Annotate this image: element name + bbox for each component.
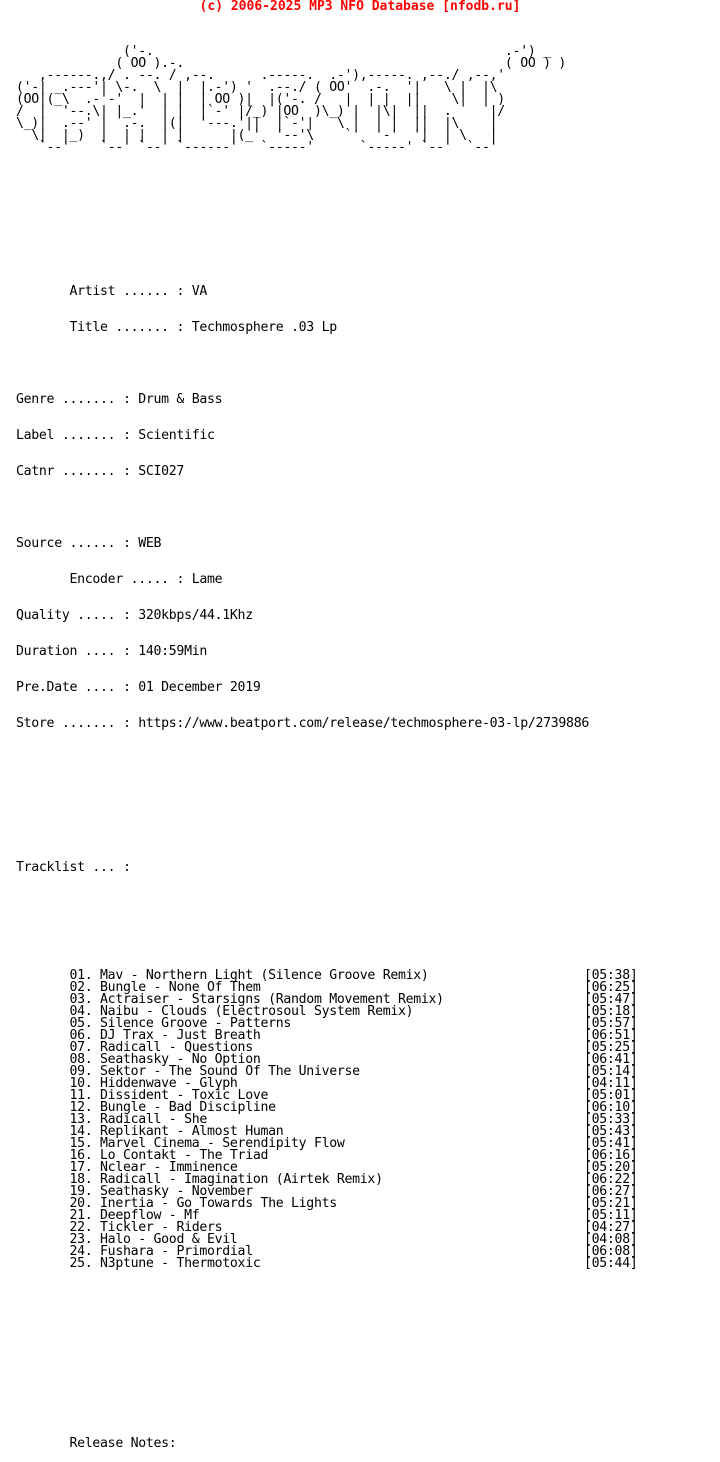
track-title: 23. Halo - Good & Evil: [69, 1232, 238, 1247]
track-duration: [05:21]: [584, 1196, 638, 1211]
catnr-value: SCI027: [138, 464, 185, 479]
label-value: Scientific: [138, 428, 215, 443]
genre-value: Drum & Bass: [138, 392, 223, 407]
track-duration: [06:08]: [584, 1244, 638, 1259]
track-title: 06. DJ Trax - Just Breath: [69, 1028, 261, 1043]
track-duration: [06:10]: [584, 1100, 638, 1115]
title-line: Title ....... : Techmosphere .03 Lp: [69, 320, 337, 335]
track-title: 21. Deepflow - Mf: [69, 1208, 200, 1223]
ascii-art-row: ( OO ).-. ( OO ) ): [16, 56, 567, 71]
ascii-art-row: ,------.,/ . --. / ,--. .-----. .-'),-----. ,--./ ,--,': [16, 68, 505, 83]
title-value: Techmosphere .03 Lp: [191, 320, 337, 335]
predate-value: 01 December 2019: [138, 680, 261, 695]
track-duration: [05:25]: [584, 1040, 638, 1055]
duration-value: 140:59Min: [138, 644, 207, 659]
track-duration: [05:20]: [584, 1160, 638, 1175]
ascii-art-row: ('-| _.---'| \-. \ | |.-') ' .--./ ( OO' .-. '| \ | |\: [16, 80, 498, 95]
track-duration: [04:08]: [584, 1232, 638, 1247]
duration-line: Duration .... : 140:59Min: [16, 644, 207, 659]
track-duration: [05:18]: [584, 1004, 638, 1019]
track-duration: [04:27]: [584, 1220, 638, 1235]
label-line: Label ....... : Scientific: [16, 428, 215, 443]
encoder-value: Lame: [191, 572, 223, 587]
track-duration: [05:01]: [584, 1088, 638, 1103]
nfodb-header-link[interactable]: (c) 2006-2025 MP3 NFO Database [nfodb.ru]: [199, 0, 521, 14]
catnr-line: Catnr ....... : SCI027: [16, 464, 185, 479]
track-duration: [06:22]: [584, 1172, 638, 1187]
source-line: Source ...... : WEB: [16, 536, 162, 551]
track-title: 12. Bungle - Bad Discipline: [69, 1100, 276, 1115]
ascii-art-row: \| |_) | | | | | |(_' '--'\ `' '-' '| | \ |: [16, 128, 498, 143]
store-line: Store ....... : https://www.beatport.com/release/techmosphere-03-lp/2739886: [16, 716, 589, 731]
track-title: 25. N3ptune - Thermotoxic: [69, 1256, 261, 1271]
track-title: 01. Mav - Northern Light (Silence Groove Remix): [69, 968, 429, 983]
ascii-art-row: \_)| .--' | .-. |(| '---.'|| |`-'| \ | | | || |\ |: [16, 116, 498, 131]
track-duration: [06:41]: [584, 1052, 638, 1067]
source-value: WEB: [138, 536, 162, 551]
artist-value: VA: [191, 284, 207, 299]
track-title: 20. Inertia - Go Towards The Lights: [69, 1196, 337, 1211]
predate-line: Pre.Date .... : 01 December 2019: [16, 680, 261, 695]
track-title: 18. Radicall - Imagination (Airtek Remix): [69, 1172, 383, 1187]
track-title: 11. Dissident - Toxic Love: [69, 1088, 269, 1103]
track-duration: [06:51]: [584, 1028, 638, 1043]
track-title: 07. Radicall - Questions: [69, 1040, 253, 1055]
track-duration: [04:11]: [584, 1076, 638, 1091]
track-title: 05. Silence Groove - Patterns: [69, 1016, 292, 1031]
genre-line: Genre ....... : Drum & Bass: [16, 392, 223, 407]
track-title: 22. Tickler - Riders: [69, 1220, 223, 1235]
track-duration: [05:33]: [584, 1112, 638, 1127]
ascii-art-row: `--' `--' `--' `------' `-----' `-----' `--' `--': [16, 140, 498, 155]
quality-value: 320kbps/44.1Khz: [138, 608, 253, 623]
track-duration: [05:14]: [584, 1064, 638, 1079]
track-title: 13. Radicall - She: [69, 1112, 207, 1127]
ascii-art-row: / | '--.\| |_.' | | |`-' |/_) |OO )\_) | |\| || . |/: [16, 104, 505, 119]
track-duration: [05:44]: [584, 1256, 638, 1271]
artist-line: Artist ...... : VA: [69, 284, 207, 299]
track-duration: [05:43]: [584, 1124, 638, 1139]
track-row: [16, 1256, 638, 1271]
track-title: 19. Seathasky - November: [69, 1184, 253, 1199]
track-duration: [05:38]: [584, 968, 638, 983]
track-title: 17. Nclear - Imminence: [69, 1160, 238, 1175]
ascii-art-row: ('-. .-') _: [16, 44, 551, 59]
release-notes-heading: Release Notes:: [69, 1436, 177, 1451]
track-title: 04. Naibu - Clouds (Electrosoul System Remix): [69, 1004, 414, 1019]
track-title: 15. Marvel Cinema - Serendipity Flow: [69, 1136, 345, 1151]
track-title: 10. Hiddenwave - Glyph: [69, 1076, 238, 1091]
track-title: 14. Replikant - Almost Human: [69, 1124, 284, 1139]
track-duration: [06:27]: [584, 1184, 638, 1199]
ascii-art-row: (OO|(_\ .-'-' | | | | OO )| |('-. / | | | || \| | ): [16, 92, 505, 107]
track-duration: [05:47]: [584, 992, 638, 1007]
track-title: 24. Fushara - Primordial: [69, 1244, 253, 1259]
track-duration: [05:11]: [584, 1208, 638, 1223]
track-title: 16. Lo Contakt - The Triad: [69, 1148, 269, 1163]
tracklist: [16, 968, 638, 1271]
track-duration: [05:57]: [584, 1016, 638, 1031]
nfo-document: [16, 22, 638, 1462]
track-duration: [06:25]: [584, 980, 638, 995]
quality-line: Quality ..... : 320kbps/44.1Khz: [16, 608, 253, 623]
store-link[interactable]: https://www.beatport.com/release/techmosphere-03-lp/2739886: [138, 716, 589, 731]
encoder-line: Encoder ..... : Lame: [69, 572, 223, 587]
ascii-art-logo: [16, 46, 589, 154]
track-title: 03. Actraiser - Starsigns (Random Movement Remix): [69, 992, 444, 1007]
track-title: 09. Sektor - The Sound Of The Universe: [69, 1064, 360, 1079]
track-duration: [05:41]: [584, 1136, 638, 1151]
track-title: 02. Bungle - None Of Them: [69, 980, 261, 995]
track-title: 08. Seathasky - No Option: [69, 1052, 261, 1067]
tracklist-heading: Tracklist ... :: [16, 860, 131, 875]
track-duration: [06:16]: [584, 1148, 638, 1163]
